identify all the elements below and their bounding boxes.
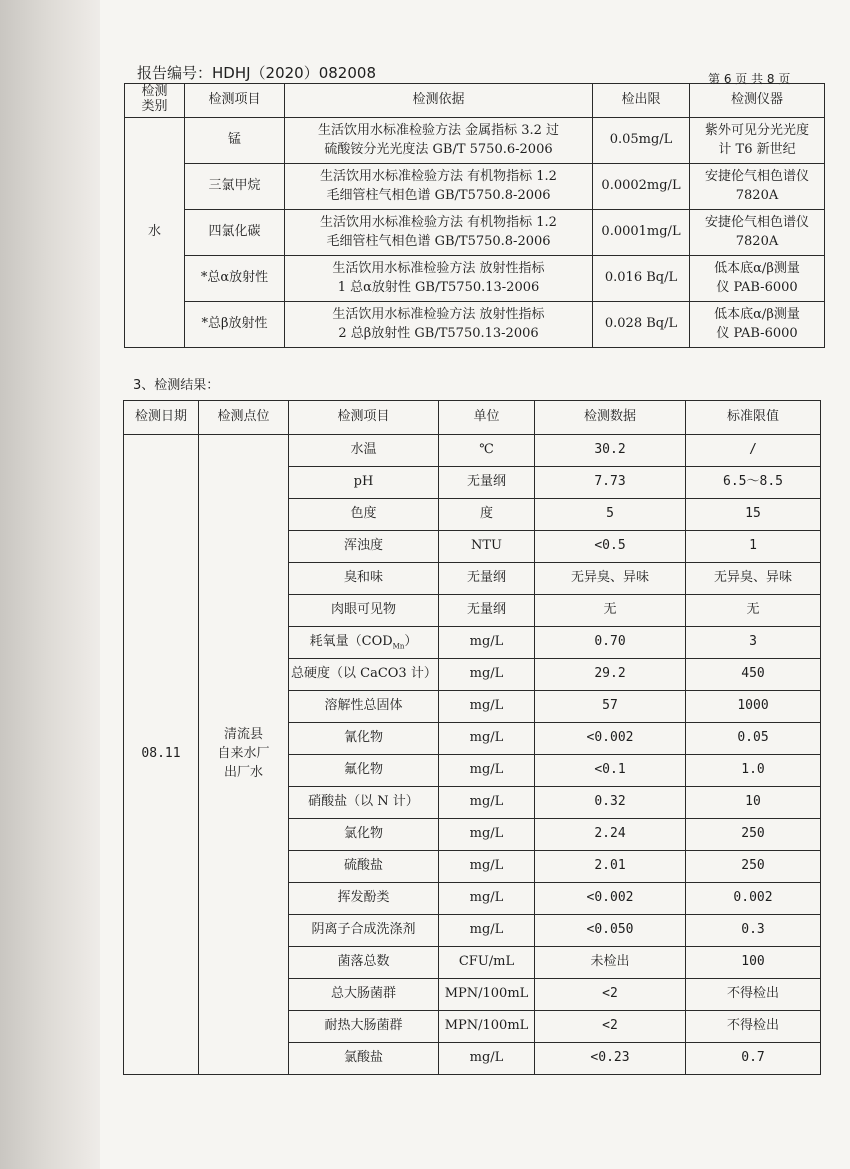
header-category-text: 检测类别 <box>141 83 168 114</box>
result-value: <2 <box>535 1011 686 1043</box>
result-item: 肉眼可见物 <box>289 595 439 627</box>
result-item: 水温 <box>289 435 439 467</box>
result-standard-limit: 0.3 <box>686 915 821 947</box>
result-standard-limit: 0.05 <box>686 723 821 755</box>
result-unit: mg/L <box>439 691 535 723</box>
result-value: 29.2 <box>535 659 686 691</box>
method-instrument-line: 仪 PAB-6000 <box>716 325 798 341</box>
method-limit: 0.016 Bq/L <box>593 256 690 302</box>
method-instrument <box>690 164 825 210</box>
result-standard-limit: 15 <box>686 499 821 531</box>
result-item: 耐热大肠菌群 <box>289 1011 439 1043</box>
result-value: 5 <box>535 499 686 531</box>
result-unit: mg/L <box>439 659 535 691</box>
result-value: <0.1 <box>535 755 686 787</box>
scan-binding-shadow <box>0 0 110 1169</box>
result-unit: mg/L <box>439 787 535 819</box>
header-location: 检测点位 <box>199 401 289 435</box>
method-limit: 0.028 Bq/L <box>593 302 690 348</box>
header-test-item: 检测项目 <box>289 401 439 435</box>
method-basis <box>285 164 593 210</box>
method-basis <box>285 256 593 302</box>
method-basis-line: 生活饮用水标准检验方法 有机物指标 1.2 <box>320 214 557 230</box>
result-item: pH <box>289 467 439 499</box>
result-item: 菌落总数 <box>289 947 439 979</box>
method-basis-line: 生活饮用水标准检验方法 金属指标 3.2 过 <box>317 122 560 138</box>
method-row <box>125 164 825 210</box>
cod-close: ） <box>404 634 418 650</box>
cod-subscript: Mn <box>392 642 405 651</box>
report-number <box>137 62 376 83</box>
method-basis <box>285 302 593 348</box>
method-basis-line: 生活饮用水标准检验方法 放射性指标 <box>332 306 545 322</box>
header-item: 检测项目 <box>185 84 285 118</box>
method-instrument-line: 7820A <box>735 187 779 203</box>
method-limit: 0.05mg/L <box>593 118 690 164</box>
method-item: 三氯甲烷 <box>185 164 285 210</box>
result-standard-limit: 1000 <box>686 691 821 723</box>
method-basis <box>285 118 593 164</box>
result-value: 未检出 <box>535 947 686 979</box>
result-unit: 度 <box>439 499 535 531</box>
method-row <box>125 118 825 164</box>
method-instrument-line: 仪 PAB-6000 <box>716 279 798 295</box>
method-item: 锰 <box>185 118 285 164</box>
result-unit: ℃ <box>439 435 535 467</box>
result-value: 2.01 <box>535 851 686 883</box>
result-item: 色度 <box>289 499 439 531</box>
header-instrument: 检测仪器 <box>690 84 825 118</box>
method-instrument-line: 7820A <box>735 233 779 249</box>
result-row <box>124 435 821 467</box>
result-unit: mg/L <box>439 915 535 947</box>
result-standard-limit: 1.0 <box>686 755 821 787</box>
method-limit: 0.0001mg/L <box>593 210 690 256</box>
result-unit: CFU/mL <box>439 947 535 979</box>
report-number-value: HDHJ（2020）082008 <box>212 64 376 82</box>
result-unit: mg/L <box>439 627 535 659</box>
result-item <box>289 627 439 659</box>
category-cell: 水 <box>125 118 185 348</box>
result-unit: mg/L <box>439 819 535 851</box>
header-value: 检测数据 <box>535 401 686 435</box>
report-number-label: 报告编号： <box>137 64 213 82</box>
result-standard-limit: 不得检出 <box>686 1011 821 1043</box>
result-standard-limit: 不得检出 <box>686 979 821 1011</box>
result-value: 无 <box>535 595 686 627</box>
methods-table <box>124 83 825 348</box>
method-basis-line: 硫酸铵分光光度法 GB/T 5750.6-2006 <box>324 141 553 157</box>
method-row <box>125 302 825 348</box>
method-row <box>125 210 825 256</box>
result-item: 臭和味 <box>289 563 439 595</box>
method-instrument <box>690 210 825 256</box>
result-value: 无异臭、异味 <box>535 563 686 595</box>
method-basis <box>285 210 593 256</box>
result-item: 总硬度（以 CaCO3 计） <box>289 659 439 691</box>
result-item: 阴离子合成洗涤剂 <box>289 915 439 947</box>
test-location <box>199 435 289 1075</box>
result-value: <0.5 <box>535 531 686 563</box>
method-instrument-line: 计 T6 新世纪 <box>718 141 796 157</box>
method-instrument <box>690 118 825 164</box>
result-value: <0.002 <box>535 723 686 755</box>
header-standard-limit: 标准限值 <box>686 401 821 435</box>
result-value: 0.32 <box>535 787 686 819</box>
result-standard-limit: 0.7 <box>686 1043 821 1075</box>
location-line: 出厂水 <box>223 764 263 780</box>
method-limit: 0.0002mg/L <box>593 164 690 210</box>
method-item: *总α放射性 <box>185 256 285 302</box>
result-unit: 无量纲 <box>439 595 535 627</box>
header-category <box>125 84 185 118</box>
method-basis-line: 生活饮用水标准检验方法 放射性指标 <box>332 260 545 276</box>
result-standard-limit: 100 <box>686 947 821 979</box>
result-value: <0.002 <box>535 883 686 915</box>
result-value: 57 <box>535 691 686 723</box>
result-item: 氯化物 <box>289 819 439 851</box>
method-instrument-line: 紫外可见分光光度 <box>704 122 809 138</box>
result-standard-limit: 10 <box>686 787 821 819</box>
result-value: 0.70 <box>535 627 686 659</box>
result-standard-limit: 无异臭、异味 <box>686 563 821 595</box>
result-unit: NTU <box>439 531 535 563</box>
result-item: 硫酸盐 <box>289 851 439 883</box>
header-unit: 单位 <box>439 401 535 435</box>
method-instrument-line: 安捷伦气相色谱仪 <box>704 168 809 184</box>
result-item: 浑浊度 <box>289 531 439 563</box>
result-item: 氰化物 <box>289 723 439 755</box>
result-standard-limit: 250 <box>686 851 821 883</box>
result-unit: mg/L <box>439 723 535 755</box>
method-item: 四氯化碳 <box>185 210 285 256</box>
result-value: 2.24 <box>535 819 686 851</box>
result-unit: mg/L <box>439 1043 535 1075</box>
location-line: 清流县 <box>223 727 263 743</box>
result-standard-limit: 250 <box>686 819 821 851</box>
result-unit: MPN/100mL <box>439 1011 535 1043</box>
method-basis-line: 毛细管柱气相色谱 GB/T5750.8-2006 <box>326 233 551 249</box>
result-item: 挥发酚类 <box>289 883 439 915</box>
result-item: 溶解性总固体 <box>289 691 439 723</box>
method-instrument-line: 安捷伦气相色谱仪 <box>704 214 809 230</box>
header-date: 检测日期 <box>124 401 199 435</box>
result-item: 硝酸盐（以 N 计） <box>289 787 439 819</box>
result-unit: 无量纲 <box>439 467 535 499</box>
cod-label: 耗氧量（COD <box>309 634 393 650</box>
method-instrument-line: 低本底α/β测量 <box>714 260 800 276</box>
method-instrument <box>690 256 825 302</box>
method-instrument <box>690 302 825 348</box>
result-unit: MPN/100mL <box>439 979 535 1011</box>
result-item: 总大肠菌群 <box>289 979 439 1011</box>
method-instrument-line: 低本底α/β测量 <box>714 306 800 322</box>
location-line: 自来水厂 <box>217 746 270 762</box>
methods-header-row <box>125 84 825 118</box>
results-section-title: 3、检测结果： <box>133 378 220 393</box>
result-standard-limit: 1 <box>686 531 821 563</box>
header-limit: 检出限 <box>593 84 690 118</box>
result-item: 氟化物 <box>289 755 439 787</box>
result-standard-limit: 450 <box>686 659 821 691</box>
result-standard-limit: 0.002 <box>686 883 821 915</box>
method-basis-line: 1 总α放射性 GB/T5750.13-2006 <box>337 279 540 295</box>
result-value: 30.2 <box>535 435 686 467</box>
method-basis-line: 生活饮用水标准检验方法 有机物指标 1.2 <box>320 168 557 184</box>
result-unit: mg/L <box>439 851 535 883</box>
result-standard-limit: / <box>686 435 821 467</box>
results-table <box>123 400 821 1075</box>
header-basis: 检测依据 <box>285 84 593 118</box>
result-unit: 无量纲 <box>439 563 535 595</box>
result-unit: mg/L <box>439 883 535 915</box>
method-basis-line: 2 总β放射性 GB/T5750.13-2006 <box>338 325 539 341</box>
results-header-row <box>124 401 821 435</box>
result-value: 7.73 <box>535 467 686 499</box>
result-standard-limit: 3 <box>686 627 821 659</box>
method-item: *总β放射性 <box>185 302 285 348</box>
result-value: <0.23 <box>535 1043 686 1075</box>
result-unit: mg/L <box>439 755 535 787</box>
method-row <box>125 256 825 302</box>
result-standard-limit: 6.5～8.5 <box>686 467 821 499</box>
method-basis-line: 毛细管柱气相色谱 GB/T5750.8-2006 <box>326 187 551 203</box>
result-value: <0.050 <box>535 915 686 947</box>
result-standard-limit: 无 <box>686 595 821 627</box>
result-item: 氯酸盐 <box>289 1043 439 1075</box>
result-value: <2 <box>535 979 686 1011</box>
page-info: 第 6 页 共 8 页 <box>708 72 791 86</box>
test-date: 08.11 <box>124 435 199 1075</box>
